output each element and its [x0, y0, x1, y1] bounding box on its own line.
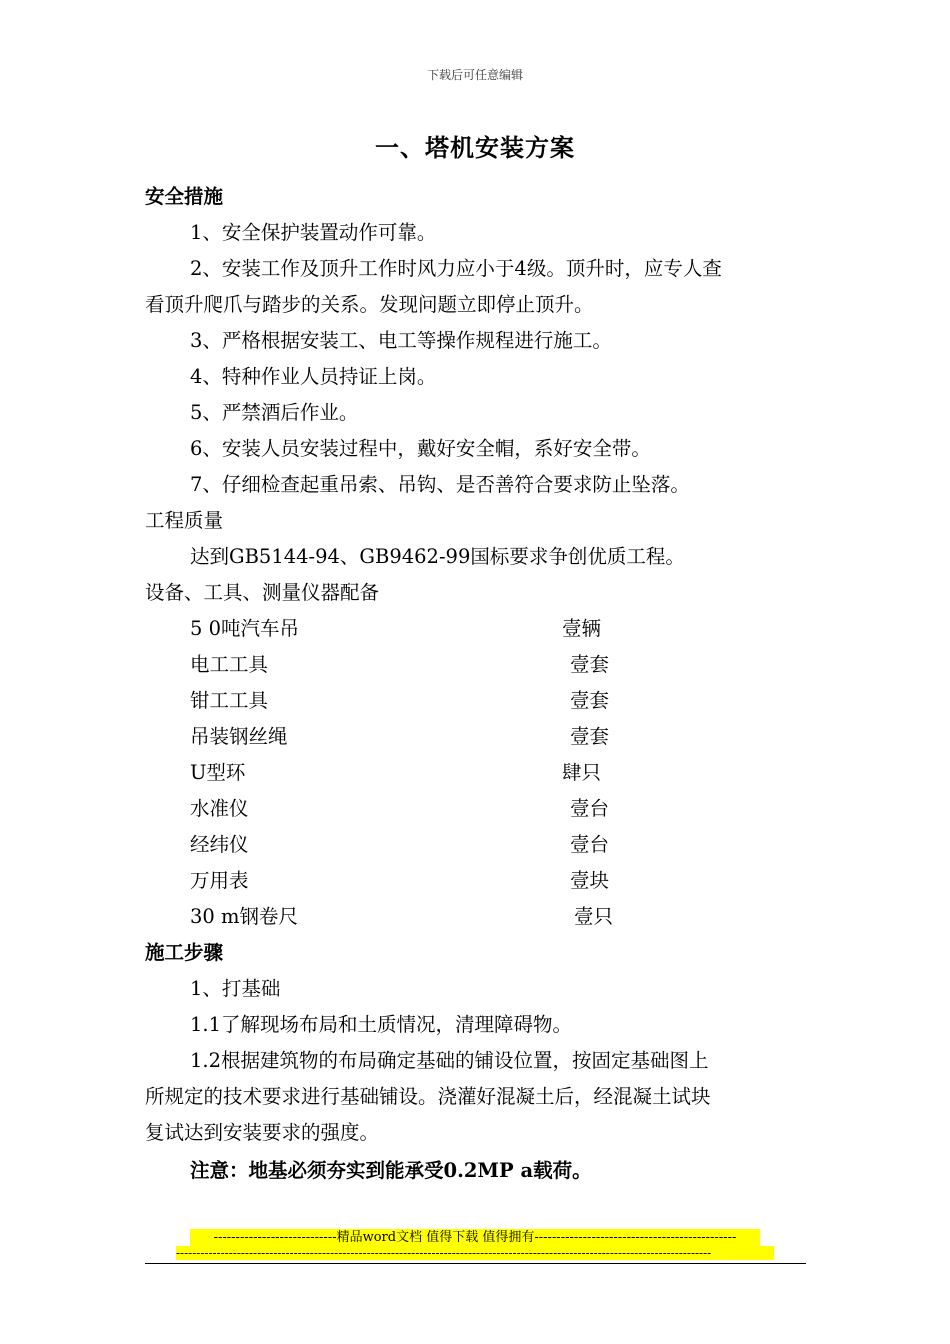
step-line: 1.1了解现场布局和土质情况，清理障碍物。 — [190, 1013, 573, 1036]
equipment-name: 水准仪 — [190, 797, 249, 820]
equipment-qty: 壹套 — [570, 689, 610, 712]
step-line: 1、打基础 — [190, 977, 281, 1000]
equipment-name: 吊装钢丝绳 — [190, 725, 288, 748]
equipment-qty: 壹套 — [570, 725, 610, 748]
equipment-name: 钳工工具 — [190, 689, 269, 712]
safety-item: 6、安装人员安装过程中，戴好安全帽，系好安全带。 — [190, 437, 651, 460]
section-heading-equipment: 设备、工具、测量仪器配备 — [145, 581, 380, 604]
equipment-name: 电工工具 — [190, 653, 269, 676]
safety-item: 3、严格根据安装工、电工等操作规程进行施工。 — [190, 329, 612, 352]
safety-item: 1、安全保护装置动作可靠。 — [190, 221, 437, 244]
document-title: 一、塔机安装方案 — [375, 133, 575, 162]
safety-item: 2、安装工作及顶升工作时风力应小于4级。顶升时，应专人查 — [190, 257, 722, 280]
footer-dashes: ------------------------------------------------------------------------------------------------------------------------------------ — [176, 1246, 774, 1260]
equipment-qty: 壹只 — [574, 905, 614, 928]
equipment-name: 30 m钢卷尺 — [190, 905, 299, 928]
equipment-name: U型环 — [190, 761, 246, 784]
header-note: 下载后可任意编辑 — [426, 68, 523, 82]
step-line-continuation: 所规定的技术要求进行基础铺设。浇灌好混凝土后，经混凝土试块 — [145, 1085, 711, 1108]
safety-item: 7、仔细检查起重吊索、吊钩、是否善符合要求防止坠落。 — [190, 473, 690, 496]
safety-item: 4、特种作业人员持证上岗。 — [190, 365, 437, 388]
section-heading-steps: 施工步骤 — [145, 941, 224, 964]
safety-item-continuation: 看顶升爬爪与踏步的关系。发现问题立即停止顶升。 — [145, 293, 594, 316]
equipment-qty: 壹台 — [570, 797, 610, 820]
step-line: 1.2根据建筑物的布局确定基础的铺设位置，按固定基础图上 — [190, 1049, 709, 1072]
quality-text: 达到GB5144-94、GB9462-99国标要求争创优质工程。 — [190, 545, 685, 568]
footer-banner: ----------------------------精品word文档 值得下载 值得拥有---------------------------------------------- — [190, 1229, 760, 1246]
foundation-note: 注意：地基必须夯实到能承受0.2MP a载荷。 — [190, 1159, 592, 1182]
equipment-name: 5 0吨汽车吊 — [190, 617, 300, 640]
step-line-continuation: 复试达到安装要求的强度。 — [145, 1121, 380, 1144]
equipment-qty: 壹块 — [570, 869, 610, 892]
section-heading-quality: 工程质量 — [145, 509, 224, 532]
equipment-qty: 壹套 — [570, 653, 610, 676]
equipment-qty: 壹辆 — [562, 617, 602, 640]
equipment-name: 经纬仪 — [190, 833, 249, 856]
equipment-name: 万用表 — [190, 869, 249, 892]
safety-item: 5、严禁酒后作业。 — [190, 401, 359, 424]
section-heading-safety: 安全措施 — [145, 185, 224, 208]
equipment-qty: 肆只 — [562, 761, 602, 784]
footer-rule — [145, 1263, 806, 1264]
equipment-qty: 壹台 — [570, 833, 610, 856]
